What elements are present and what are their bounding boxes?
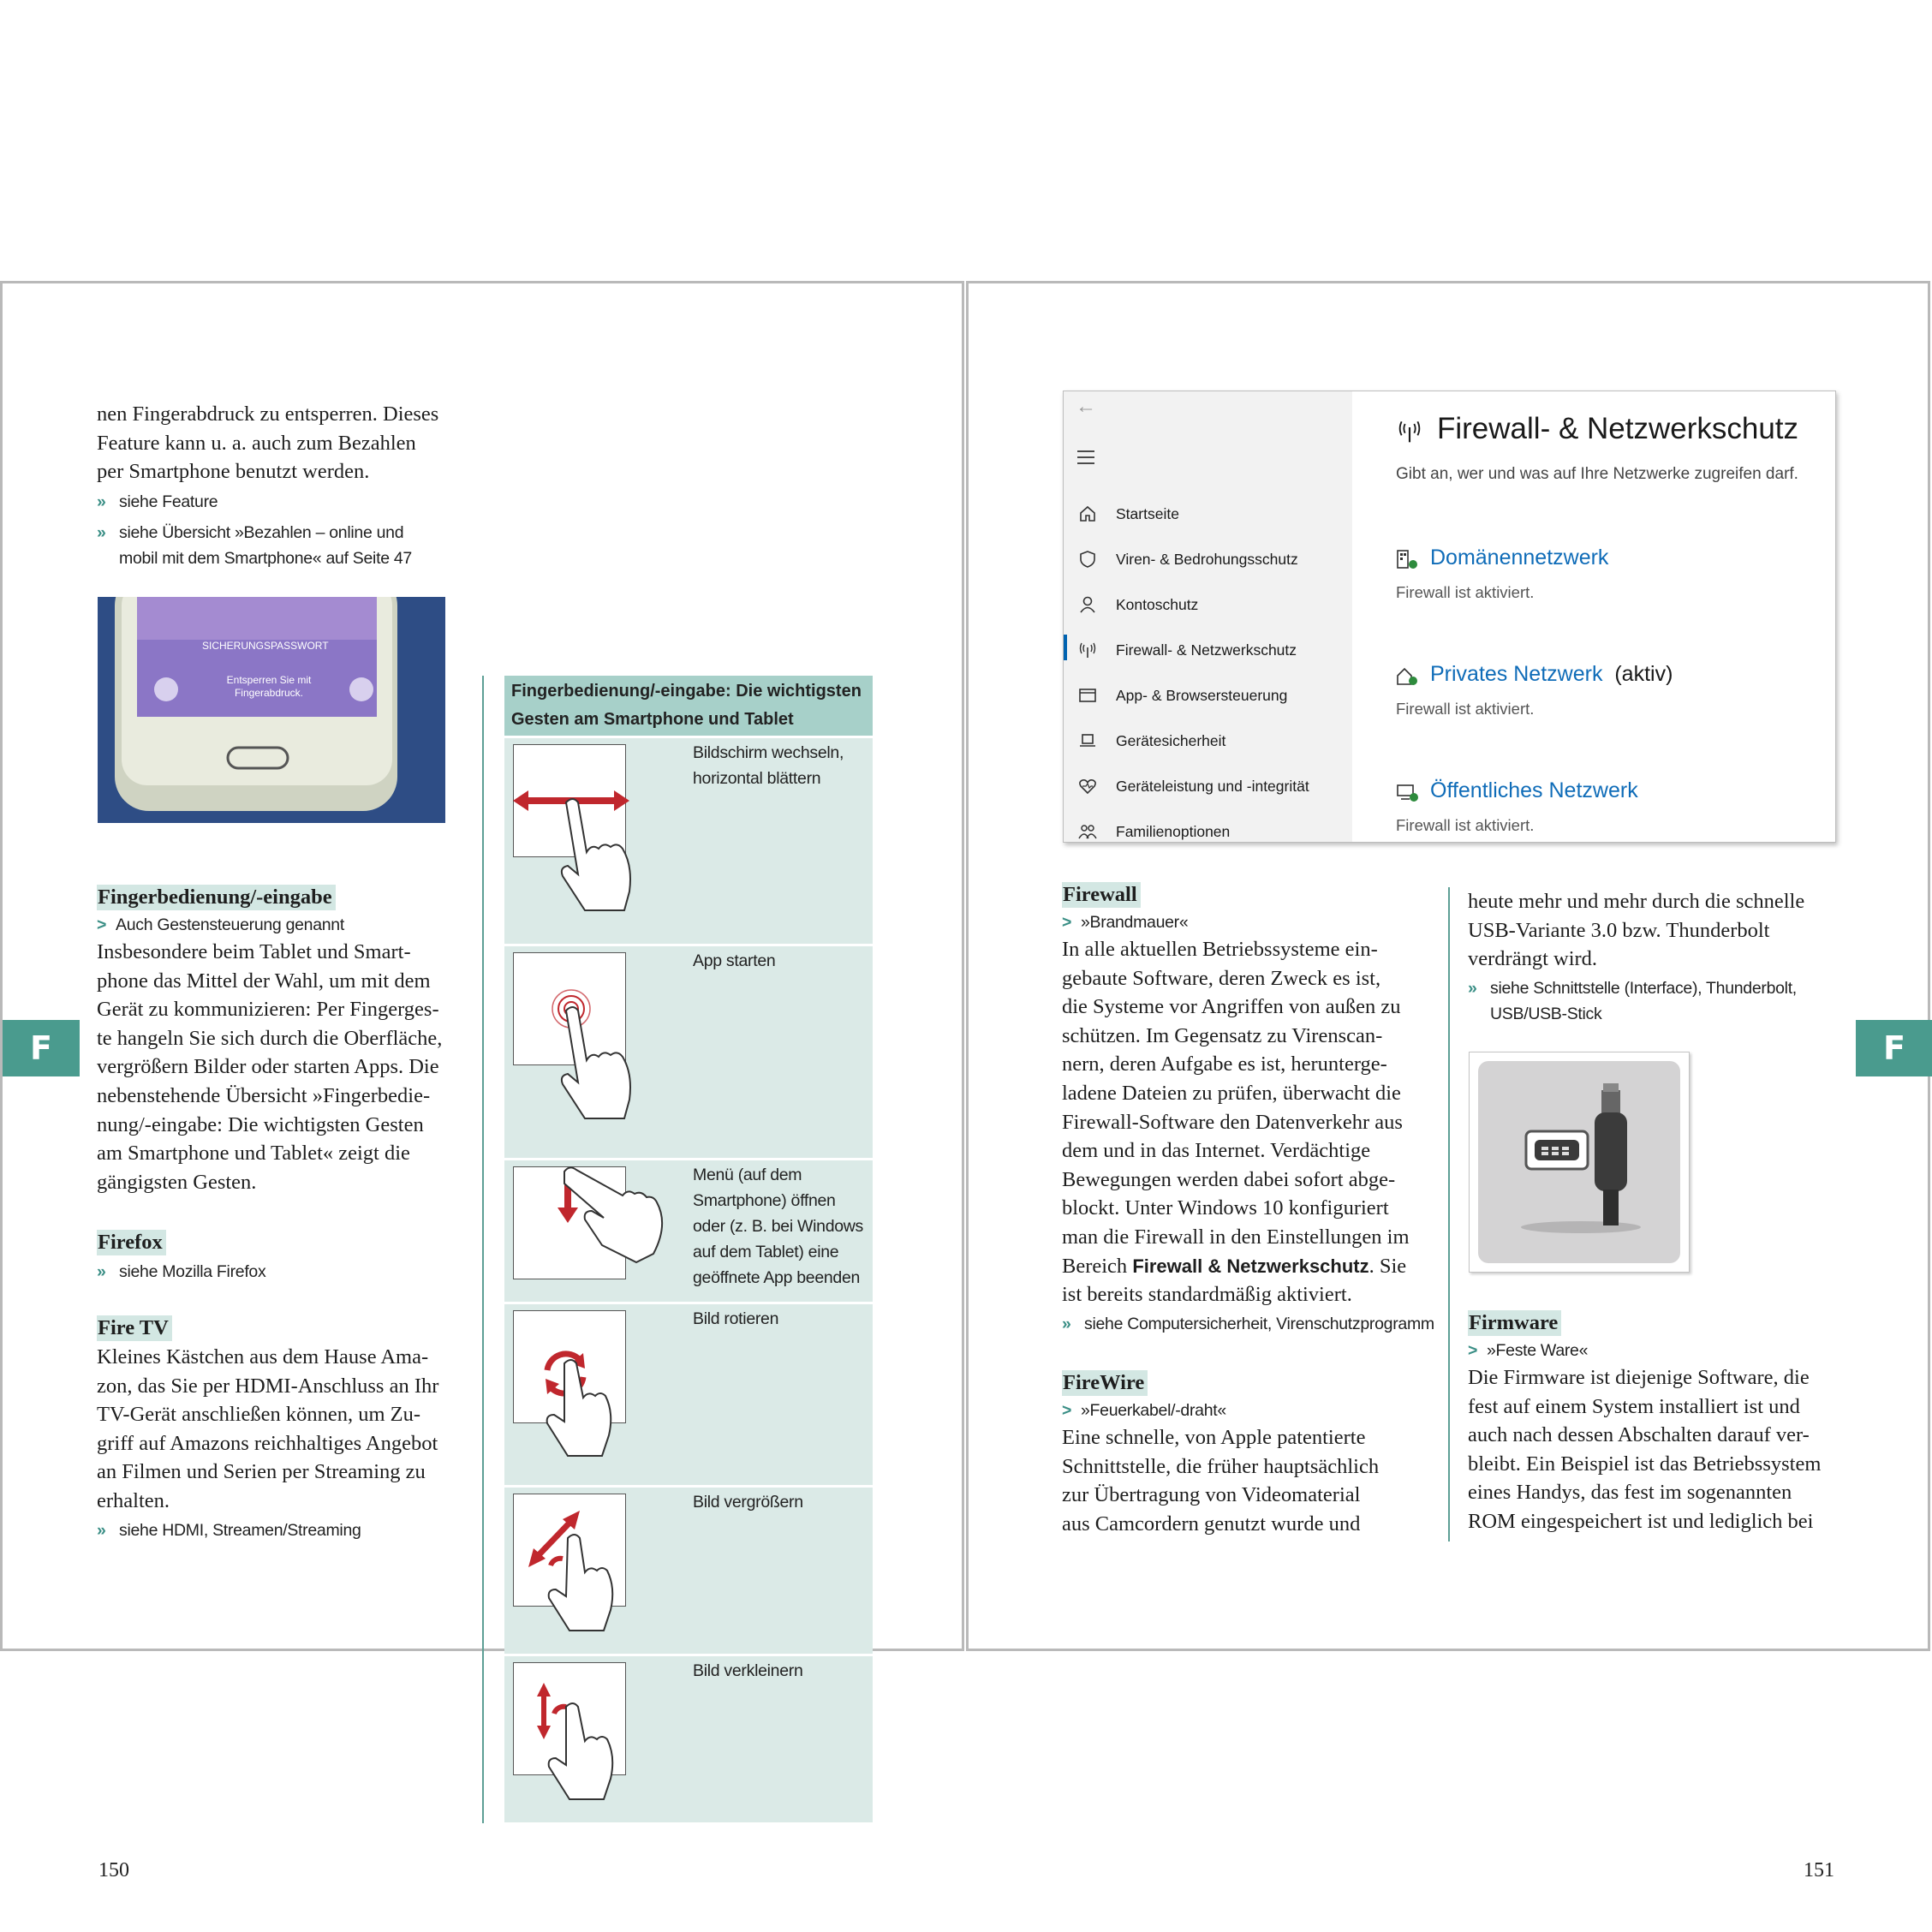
firewire-plug-image bbox=[1469, 1052, 1690, 1273]
chevron-right-icon: > bbox=[1062, 1401, 1072, 1420]
cross-reference[interactable]: » siehe Schnittstelle (Interface), Thunderbolt, USB/USB-Stick bbox=[1468, 975, 1845, 1027]
network-status: Firewall ist aktiviert. bbox=[1396, 700, 1535, 718]
intro-refs bbox=[97, 489, 482, 571]
double-chevron-icon: » bbox=[97, 492, 106, 511]
nav-item-firewall[interactable]: Firewall- & Netzwerkschutz bbox=[1064, 640, 1352, 684]
entry-body: Kleines Kästchen aus dem Hause Ama- zon, das Sie per HDMI-Anschluss an Ihr TV-Gerät anschließen können, um Zu- griff auf Amazons reichhaltiges Angebot an Filmen und Serien per Streaming zu erhalten. bbox=[97, 1345, 439, 1512]
zoom-in-icon bbox=[513, 1494, 659, 1665]
family-icon bbox=[1077, 821, 1098, 842]
gesture-table bbox=[504, 676, 873, 1822]
entry-heading: Fingerbedienung/-eingabe bbox=[97, 885, 336, 910]
chevron-right-icon: > bbox=[97, 915, 107, 934]
smartphone-illustration bbox=[98, 597, 445, 823]
swipe-down-icon bbox=[513, 1166, 684, 1295]
left-page bbox=[0, 281, 964, 1881]
network-name[interactable]: Domänennetzwerk bbox=[1430, 546, 1609, 569]
gesture-label: Bild verkleinern bbox=[693, 1661, 803, 1680]
nav-item-geraetesicherheit[interactable]: Gerätesicherheit bbox=[1064, 730, 1352, 775]
synonym: > »Brandmauer« bbox=[1062, 909, 1439, 935]
network-status: Firewall ist aktiviert. bbox=[1396, 816, 1535, 834]
gesture-row bbox=[504, 1654, 873, 1822]
home-icon bbox=[1077, 504, 1098, 524]
entry-fingerbedienung bbox=[97, 885, 482, 1196]
intro-paragraph bbox=[97, 400, 482, 486]
domain-network-icon bbox=[1396, 549, 1420, 571]
gesture-label: Bild vergrößern bbox=[693, 1493, 803, 1512]
entry-heading: Firmware bbox=[1468, 1310, 1561, 1336]
rotate-icon bbox=[513, 1310, 659, 1482]
synonym: > »Feuerkabel/-draht« bbox=[1062, 1398, 1439, 1423]
gesture-label: Menü (auf dem Smartphone) öffnen oder (z. B. bei Windows auf dem Tablet) eine geöffnete App beenden bbox=[693, 1166, 864, 1287]
person-icon bbox=[1077, 594, 1098, 615]
synonym: > »Feste Ware« bbox=[1468, 1338, 1845, 1363]
entry-firewall bbox=[1062, 882, 1439, 1337]
double-chevron-icon: » bbox=[1468, 978, 1477, 998]
shield-icon bbox=[1077, 549, 1098, 569]
antenna-icon bbox=[1396, 417, 1423, 444]
entry-body: Eine schnelle, von Apple patentierte Schnittstelle, die früher hauptsächlich zur Übertragung von Videomaterial aus Camcordern genutzt wurde und bbox=[1062, 1426, 1380, 1535]
entry-heading: Fire TV bbox=[97, 1315, 172, 1341]
network-name[interactable]: Privates Netzwerk (aktiv) bbox=[1430, 662, 1673, 686]
column-divider bbox=[482, 676, 484, 1823]
gesture-row bbox=[504, 944, 873, 1158]
entry-fire-tv bbox=[97, 1315, 482, 1543]
double-chevron-icon: » bbox=[97, 1262, 106, 1281]
browser-window-icon bbox=[1077, 685, 1098, 706]
windows-security-screenshot bbox=[1063, 391, 1836, 843]
ui-path-reference: Firewall & Netzwerkschutz bbox=[1132, 1255, 1369, 1277]
hamburger-menu-icon[interactable] bbox=[1076, 450, 1096, 465]
entry-firewire bbox=[1062, 1370, 1439, 1538]
gesture-table-title: Fingerbedienung/-eingabe: Die wichtigsten Gesten am Smartphone und Tablet bbox=[504, 676, 873, 736]
public-network-icon bbox=[1396, 782, 1420, 804]
cross-reference[interactable]: » siehe Übersicht »Bezahlen – online und mobil mit dem Smartphone« auf Seite 47 bbox=[97, 520, 482, 571]
entry-firefox bbox=[97, 1230, 482, 1285]
selected-indicator bbox=[1064, 635, 1067, 660]
thumb-index-letter: F bbox=[1856, 1020, 1932, 1076]
page-number: 150 bbox=[98, 1859, 129, 1881]
nav-item-kontoschutz[interactable]: Kontoschutz bbox=[1064, 594, 1352, 639]
thumb-index-letter: F bbox=[3, 1020, 80, 1076]
laptop-icon bbox=[1077, 730, 1098, 751]
panel-subtitle: Gibt an, wer und was auf Ihre Netzwerke zugreifen darf. bbox=[1396, 465, 1798, 483]
tap-icon bbox=[513, 952, 659, 1124]
nav-item-familienoptionen[interactable]: Familienoptionen bbox=[1064, 821, 1352, 844]
column-divider bbox=[1448, 887, 1450, 1541]
entry-heading: Firewall bbox=[1062, 882, 1141, 908]
zoom-out-icon bbox=[513, 1662, 659, 1834]
navigation-sidebar bbox=[1064, 391, 1352, 842]
smartphone-photo bbox=[98, 597, 445, 823]
entry-body: Insbesondere beim Tablet und Smart- phone das Mittel der Wahl, um mit dem Gerät zu kommunizieren: Per Fingerges- te hangeln Sie sich durch die Oberfläche, vergrößern Bilder oder starten Apps. Die nebenstehende Übersicht »Fingerbedie- nung/-eingabe: Die wichtigsten Gesten am Smartphone und Tablet« zeigt die gängigsten Gesten. bbox=[97, 940, 443, 1194]
cross-reference[interactable]: » siehe HDMI, Streamen/Streaming bbox=[97, 1518, 482, 1543]
gesture-row bbox=[504, 736, 873, 944]
nav-item-startseite[interactable]: Startseite bbox=[1064, 504, 1352, 548]
page-number: 151 bbox=[1804, 1859, 1834, 1881]
gesture-label: Bild rotieren bbox=[693, 1309, 779, 1328]
text-line: per Smartphone benutzt werden. bbox=[97, 460, 370, 484]
nav-item-virenschutz[interactable]: Viren- & Bedrohungsschutz bbox=[1064, 549, 1352, 593]
gesture-row bbox=[504, 1158, 873, 1302]
nav-item-geraeteleistung[interactable]: Geräteleistung und -integrität bbox=[1064, 776, 1352, 820]
firewire-plug-illustration bbox=[1470, 1052, 1689, 1272]
swipe-horizontal-icon bbox=[513, 744, 659, 915]
cross-reference[interactable]: » siehe Computersicherheit, Virenschutzprogramm bbox=[1062, 1311, 1439, 1337]
entry-heading: FireWire bbox=[1062, 1370, 1148, 1396]
gesture-row bbox=[504, 1302, 873, 1485]
cross-reference[interactable]: » siehe Feature bbox=[97, 489, 482, 515]
entry-body: heute mehr und mehr durch die schnelle USB-Variante 3.0 bzw. Thunderbolt verdrängt wird. bbox=[1468, 890, 1805, 971]
network-name[interactable]: Öffentliches Netzwerk bbox=[1430, 778, 1638, 802]
synonym: > Auch Gestensteuerung genannt bbox=[97, 912, 482, 938]
gesture-row bbox=[504, 1485, 873, 1654]
entry-body: In alle aktuellen Betriebssysteme ein- gebaute Software, deren Zweck es ist, die Systeme vor Angriffen von außen zu schützen. Im Gegensatz zu Virenscan- nern, deren Aufgabe es ist, herunterge- ladene Dateien zu prüfen, überwacht die Firewall-Software den Datenverkehr aus dem und in das Internet. Verdächtige Bewegungen werden dabei sofort abge- blockt. Unter Windows 10 konfiguriert man die Firewall in den Einstellungen im Bereich Firewall & Netzwerkschutz. Sie ist bereits standardmäßig aktiviert. bbox=[1062, 938, 1410, 1307]
gesture-label: Bildschirm wechseln, horizontal blättern bbox=[693, 743, 844, 788]
firewire-continuation bbox=[1468, 887, 1845, 1027]
back-arrow-icon[interactable]: ← bbox=[1076, 395, 1096, 418]
antenna-icon bbox=[1077, 640, 1098, 660]
phone-screen-text: Entsperren Sie mit Fingerabdruck. bbox=[226, 674, 312, 699]
nav-item-app-browser[interactable]: App- & Browsersteuerung bbox=[1064, 685, 1352, 730]
network-status: Firewall ist aktiviert. bbox=[1396, 583, 1535, 601]
gesture-label: App starten bbox=[693, 951, 776, 970]
double-chevron-icon: » bbox=[97, 1520, 106, 1540]
entry-heading: Firefox bbox=[97, 1230, 166, 1255]
phone-screen-label: SICHERUNGSPASSWORT bbox=[202, 640, 329, 652]
text-line: Feature kann u. a. auch zum Bezahlen bbox=[97, 431, 416, 455]
panel-title: Firewall- & Netzwerkschutz bbox=[1437, 412, 1799, 445]
chevron-right-icon: > bbox=[1062, 913, 1072, 932]
text-line: nen Fingerabdruck zu entsperren. Dieses bbox=[97, 402, 439, 426]
entry-firmware bbox=[1468, 1310, 1845, 1536]
entry-body: Die Firmware ist diejenige Software, die fest auf einem System installiert ist und auch nach dessen Abschalten darauf ver- bleibt. Ein Beispiel ist das Betriebssystem eines Handys, das fest im sogenannten ROM eingespeichert ist und lediglich bei bbox=[1468, 1366, 1822, 1533]
heart-icon bbox=[1077, 776, 1098, 796]
double-chevron-icon: » bbox=[1062, 1314, 1071, 1333]
cross-reference[interactable]: » siehe Mozilla Firefox bbox=[97, 1259, 482, 1285]
double-chevron-icon: » bbox=[97, 523, 106, 542]
private-network-icon bbox=[1396, 665, 1420, 688]
chevron-right-icon: > bbox=[1468, 1341, 1478, 1360]
